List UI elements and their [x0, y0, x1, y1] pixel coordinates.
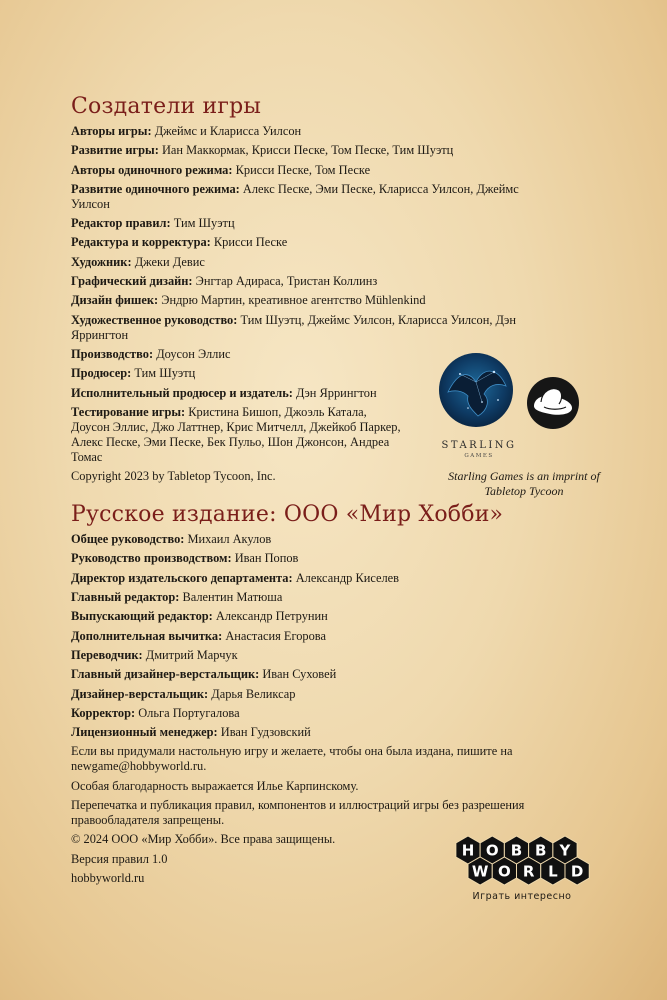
credit-row: Развитие одиночного режима: Алекс Песке, Эми Песке, Кларисса Уилсон, Джеймс Уилсон — [71, 181, 519, 211]
credit-row: Переводчик: Дмитрий Марчук — [71, 647, 238, 662]
svg-text:R: R — [522, 862, 535, 881]
section-title-russian-edition: Русское издание: ООО «Мир Хобби» — [71, 502, 504, 528]
creators-copyright: Copyright 2023 by Tabletop Tycoon, Inc. — [71, 469, 276, 484]
svg-text:B: B — [510, 841, 523, 860]
svg-text:W: W — [471, 862, 489, 881]
section-title-creators: Создатели игры — [71, 94, 262, 119]
credit-row: Редактура и корректура: Крисси Песке — [71, 235, 288, 250]
credit-row: Корректор: Ольга Португалова — [71, 705, 240, 720]
credit-row: Дополнительная вычитка: Анастасия Егорова — [71, 628, 326, 643]
credit-row: Выпускающий редактор: Александр Петрунин — [71, 609, 328, 624]
credit-row: Дизайн фишек: Эндрю Мартин, креативное агентство Mühlenkind — [71, 293, 426, 308]
credit-row: Общее руководство: Михаил Акулов — [71, 532, 272, 547]
russian-edition-list — [71, 532, 591, 886]
credit-row: Главный редактор: Валентин Матюша — [71, 590, 283, 605]
svg-text:O: O — [485, 841, 499, 860]
credit-row: Исполнительный продюсер и издатель: Дэн Яррингтон — [71, 385, 377, 400]
credit-row: Развитие игры: Иан Маккормак, Крисси Песке, Том Песке, Тим Шуэтц — [71, 143, 454, 158]
credit-row: Художественное руководство: Тим Шуэтц, Джеймс Уилсон, Кларисса Уилсон, Дэн Яррингтон — [71, 312, 516, 342]
starling-raven-logo-icon — [438, 352, 514, 428]
svg-text:L: L — [548, 862, 558, 881]
credit-row: Редактор правил: Тим Шуэтц — [71, 216, 235, 231]
hobby-world-hex-logo-icon — [452, 835, 602, 891]
credit-row: Графический дизайн: Энгтар Адираса, Тристан Коллинз — [71, 274, 378, 289]
credit-row: Главный дизайнер-верстальщик: Иван Суховей — [71, 667, 337, 682]
reprint-note: Перепечатка и публикация правил, компонентов и иллюстраций игры без разрешения правообладателя запрещены. — [71, 798, 525, 828]
credit-row: Директор издательского департамента: Александр Киселев — [71, 570, 400, 585]
svg-text:O: O — [497, 862, 511, 881]
tabletop-tycoon-hat-logo-icon — [526, 376, 580, 430]
credit-row: Тестирование игры: Кристина Бишоп, Джоэль Катала, Доусон Эллис, Джо Латтнер, Крис Митчелл, Джейкоб Паркер, Алекс Песке, Эми Песке, Бек Пульо, Шон Джонсон, Андреа Томас — [71, 404, 401, 464]
site-link[interactable]: hobbyworld.ru — [71, 870, 145, 885]
credit-row: Дизайнер-верстальщик: Дарья Великсар — [71, 686, 296, 701]
credit-row: Руководство производством: Иван Попов — [71, 551, 299, 566]
imprint-note: Starling Games is an imprint of Tabletop Tycoon — [448, 469, 600, 498]
thanks-note: Особая благодарность выражается Илье Карпинскому. — [71, 778, 359, 793]
games-wordmark: GAMES — [464, 453, 494, 459]
russian-copyright: © 2024 ООО «Мир Хобби». Все права защищены. — [71, 832, 336, 847]
hobby-world-tagline: Играть интересно — [472, 891, 572, 902]
starling-wordmark: STARLING — [441, 440, 517, 451]
svg-text:B: B — [535, 841, 547, 860]
credit-row: Продюсер: Тим Шуэтц — [71, 366, 196, 381]
hobby-world-logo — [452, 835, 602, 910]
credit-row: Производство: Доусон Эллис — [71, 346, 231, 361]
svg-text:D: D — [570, 862, 584, 881]
rules-version: Версия правил 1.0 — [71, 851, 168, 866]
svg-text:H: H — [461, 841, 475, 860]
submit-note: Если вы придумали настольную игру и желаете, чтобы она была издана, пишите на newgame@hobbyworld.ru. — [71, 744, 513, 774]
credit-row: Авторы игры: Джеймс и Кларисса Уилсон — [71, 124, 302, 138]
credit-row: Авторы одиночного режима: Крисси Песке, Том Песке — [71, 162, 371, 177]
credit-row: Художник: Джеки Девис — [71, 254, 205, 269]
svg-text:Y: Y — [559, 841, 571, 860]
credit-row: Лицензионный менеджер: Иван Гудзовский — [71, 725, 311, 740]
publisher-logos — [430, 352, 600, 502]
